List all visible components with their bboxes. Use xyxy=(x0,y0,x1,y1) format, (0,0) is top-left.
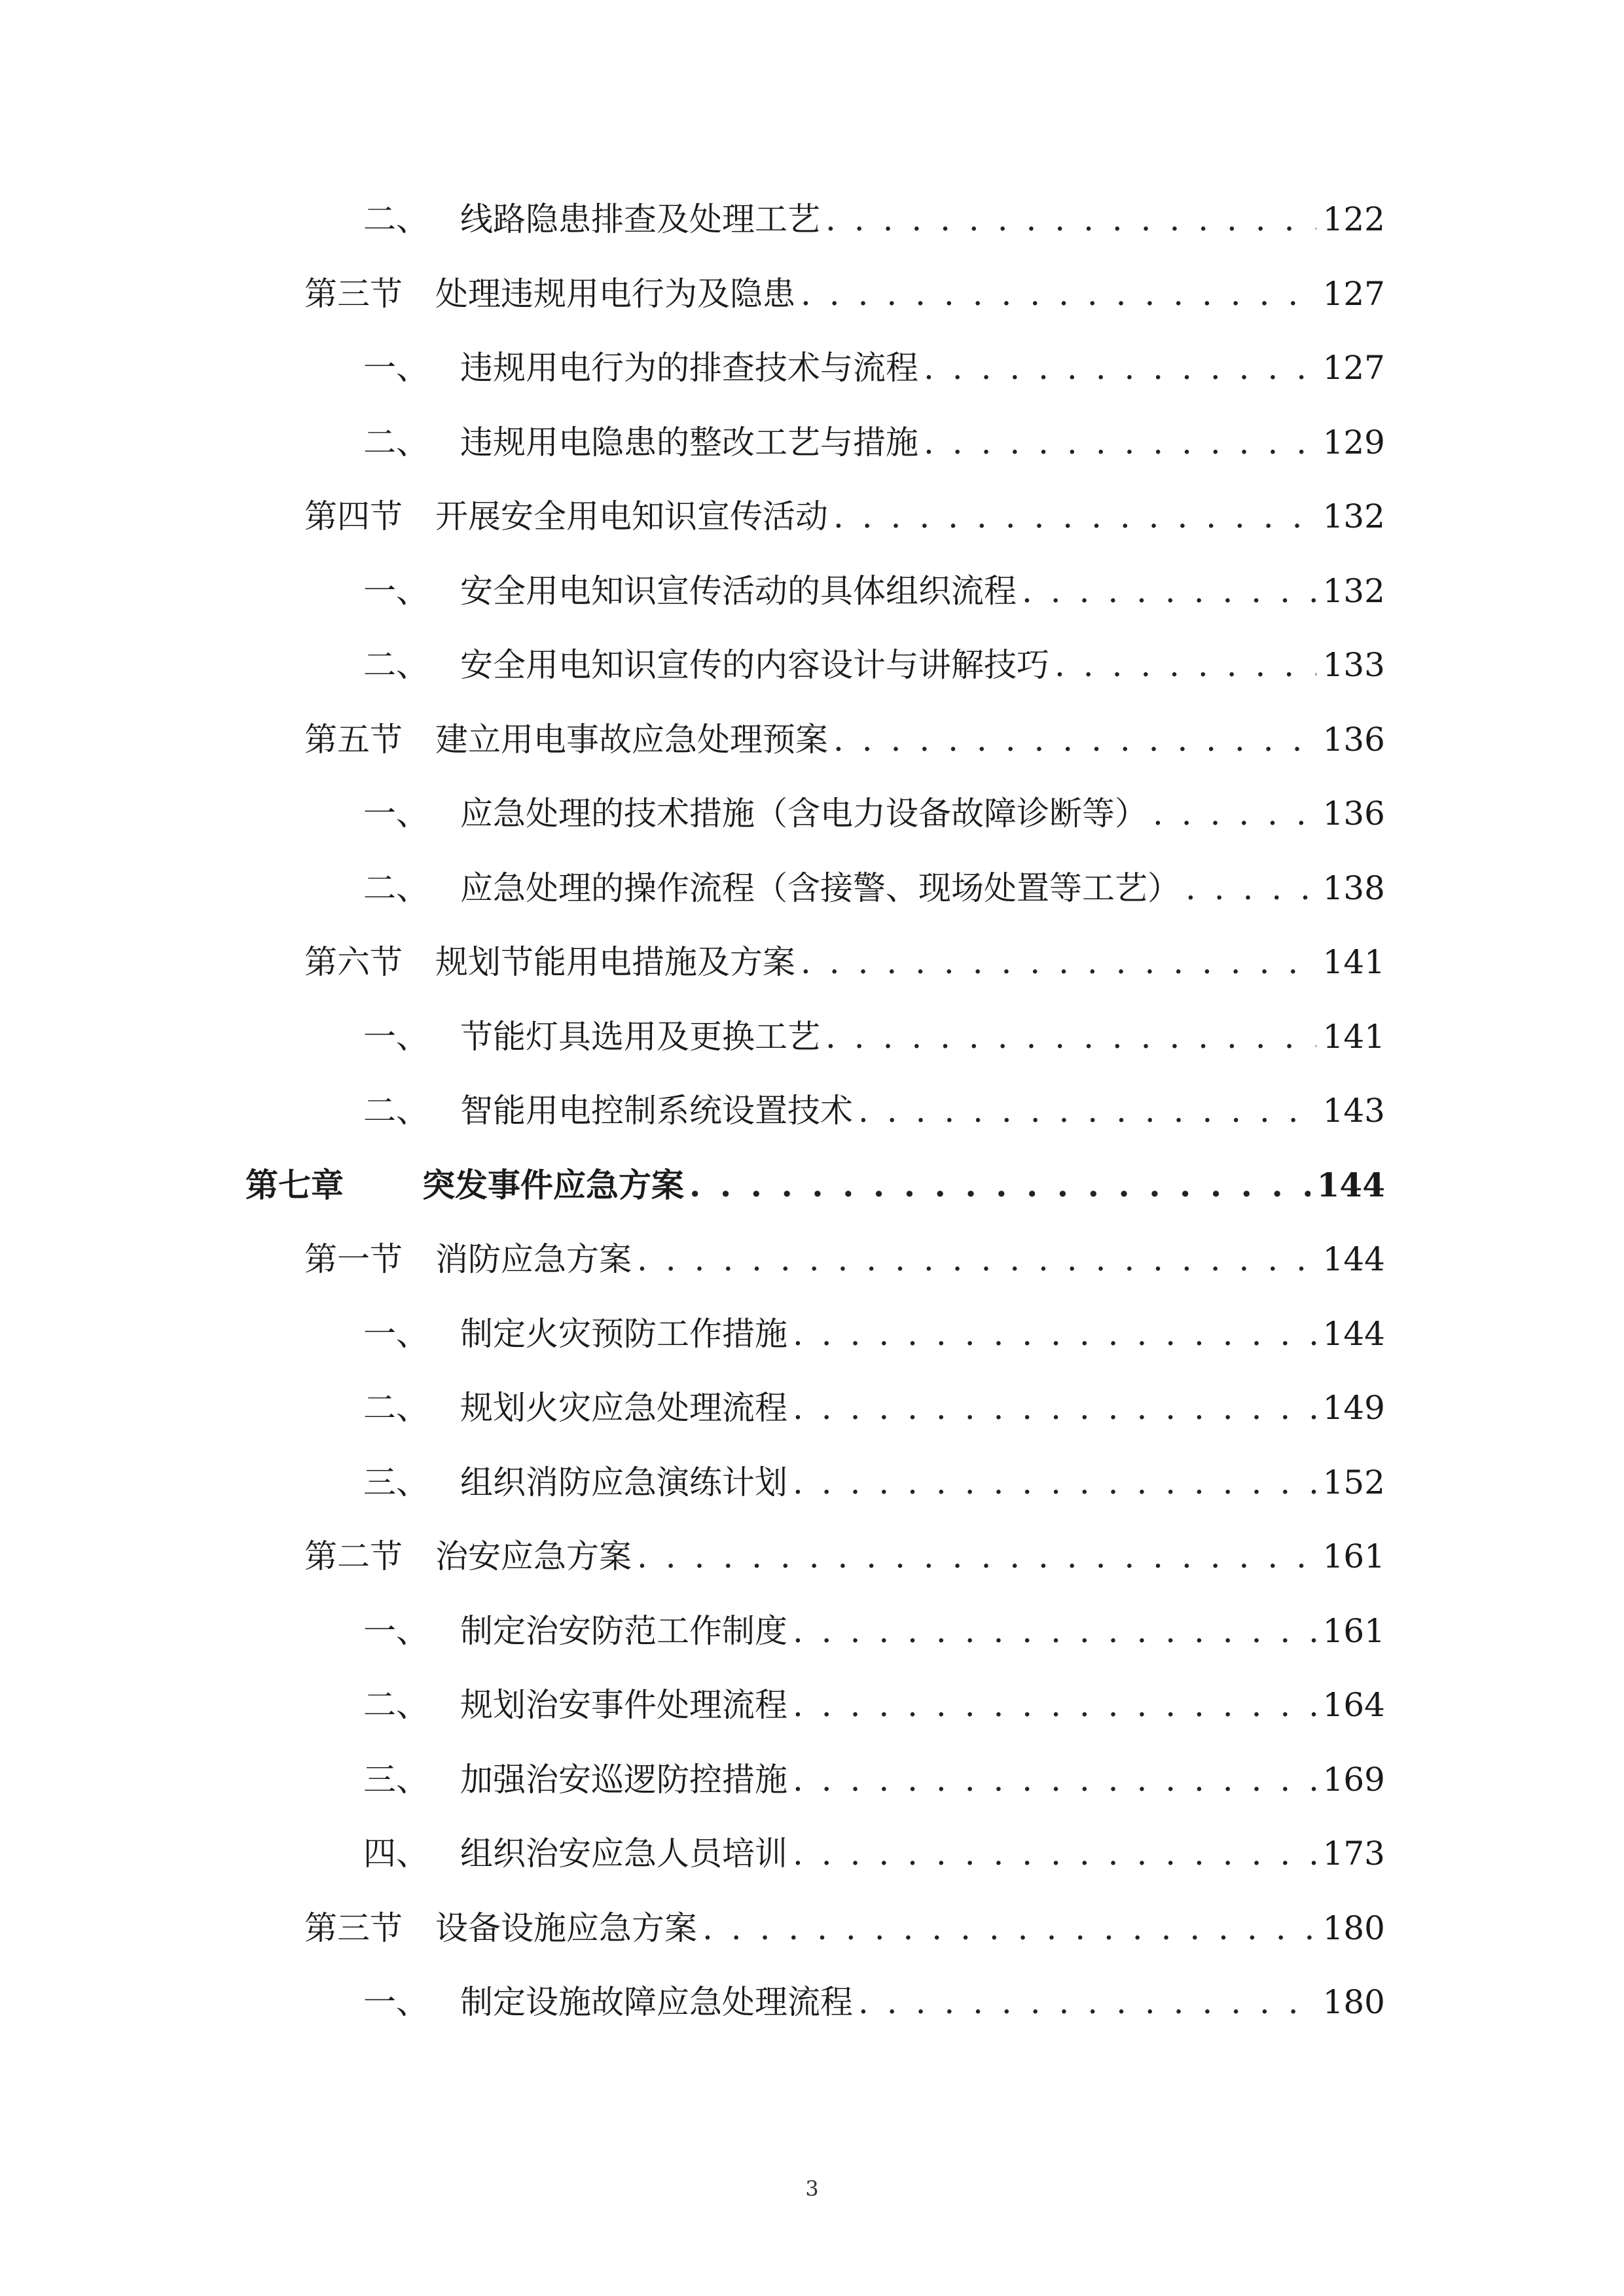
toc-label: 组织治安应急人员培训 xyxy=(460,1835,787,1873)
toc-page-number: 136 xyxy=(1322,795,1385,833)
toc-page-number: 122 xyxy=(1322,200,1385,238)
toc-entry[interactable] xyxy=(0,855,1624,921)
toc-entry[interactable] xyxy=(0,1672,1624,1738)
toc-page-number: 127 xyxy=(1322,274,1385,313)
toc-page-number: 152 xyxy=(1322,1463,1385,1501)
dot-leader xyxy=(793,1598,1316,1664)
dot-leader xyxy=(793,1301,1316,1367)
toc-page-number: 141 xyxy=(1322,1017,1385,1056)
toc-entry[interactable] xyxy=(0,1969,1624,2035)
toc-page-number: 161 xyxy=(1322,1611,1385,1650)
toc-label: 处理违规用电行为及隐患 xyxy=(435,274,795,313)
toc-label: 规划治安事件处理流程 xyxy=(460,1686,787,1724)
toc-marker: 第四节 xyxy=(304,497,403,535)
toc-entry[interactable] xyxy=(0,1524,1624,1589)
toc-entry[interactable] xyxy=(0,484,1624,549)
toc-marker: 二、 xyxy=(363,1686,429,1724)
toc-entry[interactable] xyxy=(0,1153,1624,1218)
toc-page-number: 149 xyxy=(1322,1389,1385,1427)
toc-entry[interactable] xyxy=(0,1598,1624,1664)
toc-marker: 二、 xyxy=(363,1092,429,1130)
toc-entry[interactable] xyxy=(0,410,1624,475)
toc-page-number: 161 xyxy=(1322,1537,1385,1575)
toc-page-number: 141 xyxy=(1322,943,1385,981)
toc-label: 设备设施应急方案 xyxy=(435,1909,697,1947)
toc-page-number: 127 xyxy=(1322,349,1385,387)
toc-label: 消防应急方案 xyxy=(435,1240,632,1278)
dot-leader xyxy=(825,187,1316,252)
dot-leader xyxy=(924,410,1316,475)
toc-label: 节能灯具选用及更换工艺 xyxy=(460,1017,820,1056)
toc-page-number: 180 xyxy=(1322,1909,1385,1947)
dot-leader xyxy=(689,1153,1310,1218)
toc-marker: 二、 xyxy=(363,1389,429,1427)
toc-label: 制定治安防范工作制度 xyxy=(460,1611,787,1650)
toc-entry[interactable] xyxy=(0,929,1624,995)
toc-page-number: 144 xyxy=(1322,1314,1385,1353)
toc-entry[interactable] xyxy=(0,1895,1624,1961)
toc-marker: 一、 xyxy=(363,795,429,833)
toc-page-number: 129 xyxy=(1322,423,1385,461)
toc-page-number: 180 xyxy=(1322,1983,1385,2021)
toc-page-number: 138 xyxy=(1322,869,1385,907)
toc-label: 组织消防应急演练计划 xyxy=(460,1463,787,1501)
toc-marker: 第一节 xyxy=(304,1240,403,1278)
toc-marker: 一、 xyxy=(363,1983,429,2021)
toc-label: 应急处理的操作流程（含接警、现场处置等工艺） xyxy=(460,869,1180,907)
toc-label: 规划火灾应急处理流程 xyxy=(460,1389,787,1427)
toc-label: 线路隐患排查及处理工艺 xyxy=(460,200,820,238)
toc-label: 制定设施故障应急处理流程 xyxy=(460,1983,853,2021)
toc-entry[interactable] xyxy=(0,1078,1624,1143)
toc-entry[interactable] xyxy=(0,1375,1624,1441)
toc-page-number: 173 xyxy=(1322,1835,1385,1873)
toc-label: 建立用电事故应急处理预案 xyxy=(435,720,828,759)
toc-entry[interactable] xyxy=(0,1747,1624,1812)
toc-marker: 二、 xyxy=(363,200,429,238)
toc-entry[interactable] xyxy=(0,1004,1624,1069)
dot-leader xyxy=(825,1004,1316,1069)
toc-marker: 一、 xyxy=(363,1017,429,1056)
toc-label: 制定火灾预防工作措施 xyxy=(460,1314,787,1353)
toc-page-number: 133 xyxy=(1322,646,1385,684)
toc-entry[interactable] xyxy=(0,558,1624,624)
dot-leader xyxy=(833,484,1316,549)
toc-entry[interactable] xyxy=(0,187,1624,252)
toc-page-number: 164 xyxy=(1322,1686,1385,1724)
toc-label: 开展安全用电知识宣传活动 xyxy=(435,497,828,535)
dot-leader xyxy=(637,1227,1316,1292)
toc-marker: 四、 xyxy=(363,1835,429,1873)
toc-marker: 二、 xyxy=(363,646,429,684)
toc-entry[interactable] xyxy=(0,707,1624,772)
dot-leader xyxy=(1055,632,1316,698)
toc-marker: 二、 xyxy=(363,869,429,907)
toc-label: 治安应急方案 xyxy=(435,1537,632,1575)
toc-marker: 三、 xyxy=(363,1463,429,1501)
toc-entry[interactable] xyxy=(0,632,1624,698)
dot-leader xyxy=(1022,558,1316,624)
toc-marker: 三、 xyxy=(363,1760,429,1799)
dot-leader xyxy=(1185,855,1316,921)
toc-label: 违规用电隐患的整改工艺与措施 xyxy=(460,423,918,461)
toc-page-number: 143 xyxy=(1322,1092,1385,1130)
dot-leader xyxy=(702,1895,1316,1961)
toc-entry[interactable] xyxy=(0,1821,1624,1886)
toc-entry[interactable] xyxy=(0,1227,1624,1292)
dot-leader xyxy=(793,1747,1316,1812)
toc-label: 违规用电行为的排查技术与流程 xyxy=(460,349,918,387)
toc-page-number: 136 xyxy=(1322,720,1385,759)
toc-marker: 第三节 xyxy=(304,1909,403,1947)
dot-leader xyxy=(833,707,1316,772)
toc-label: 安全用电知识宣传活动的具体组织流程 xyxy=(460,571,1017,610)
toc-label: 规划节能用电措施及方案 xyxy=(435,943,795,981)
toc-entry[interactable] xyxy=(0,781,1624,846)
dot-leader xyxy=(793,1821,1316,1886)
toc-marker: 第三节 xyxy=(304,274,403,313)
toc-marker: 第七章 xyxy=(245,1165,344,1204)
toc-entry[interactable] xyxy=(0,335,1624,401)
toc-page-number: 144 xyxy=(1322,1240,1385,1278)
toc-marker: 一、 xyxy=(363,1314,429,1353)
toc-marker: 第六节 xyxy=(304,943,403,981)
dot-leader xyxy=(801,929,1316,995)
toc-label: 应急处理的技术措施（含电力设备故障诊断等） xyxy=(460,795,1147,833)
toc-marker: 一、 xyxy=(363,571,429,610)
toc-page-number: 169 xyxy=(1322,1760,1385,1799)
dot-leader xyxy=(858,1969,1316,2035)
toc-label: 智能用电控制系统设置技术 xyxy=(460,1092,853,1130)
dot-leader xyxy=(924,335,1316,401)
toc-marker: 第五节 xyxy=(304,720,403,759)
dot-leader xyxy=(793,1375,1316,1441)
toc-page-number: 132 xyxy=(1322,497,1385,535)
toc-marker: 第二节 xyxy=(304,1537,403,1575)
toc-page-number: 144 xyxy=(1316,1165,1385,1204)
toc-marker: 一、 xyxy=(363,349,429,387)
dot-leader xyxy=(637,1524,1316,1589)
dot-leader xyxy=(793,1672,1316,1738)
toc-label: 突发事件应急方案 xyxy=(422,1165,684,1204)
dot-leader xyxy=(858,1078,1316,1143)
toc-page-number: 132 xyxy=(1322,571,1385,610)
toc-entry[interactable] xyxy=(0,1450,1624,1515)
toc-marker: 二、 xyxy=(363,423,429,461)
dot-leader xyxy=(1153,781,1316,846)
toc-entry[interactable] xyxy=(0,1301,1624,1367)
page-number: 3 xyxy=(805,2176,819,2201)
toc-label: 加强治安巡逻防控措施 xyxy=(460,1760,787,1799)
toc-label: 安全用电知识宣传的内容设计与讲解技巧 xyxy=(460,646,1049,684)
toc-marker: 一、 xyxy=(363,1611,429,1650)
dot-leader xyxy=(801,261,1316,327)
dot-leader xyxy=(793,1450,1316,1515)
toc-entry[interactable] xyxy=(0,261,1624,327)
